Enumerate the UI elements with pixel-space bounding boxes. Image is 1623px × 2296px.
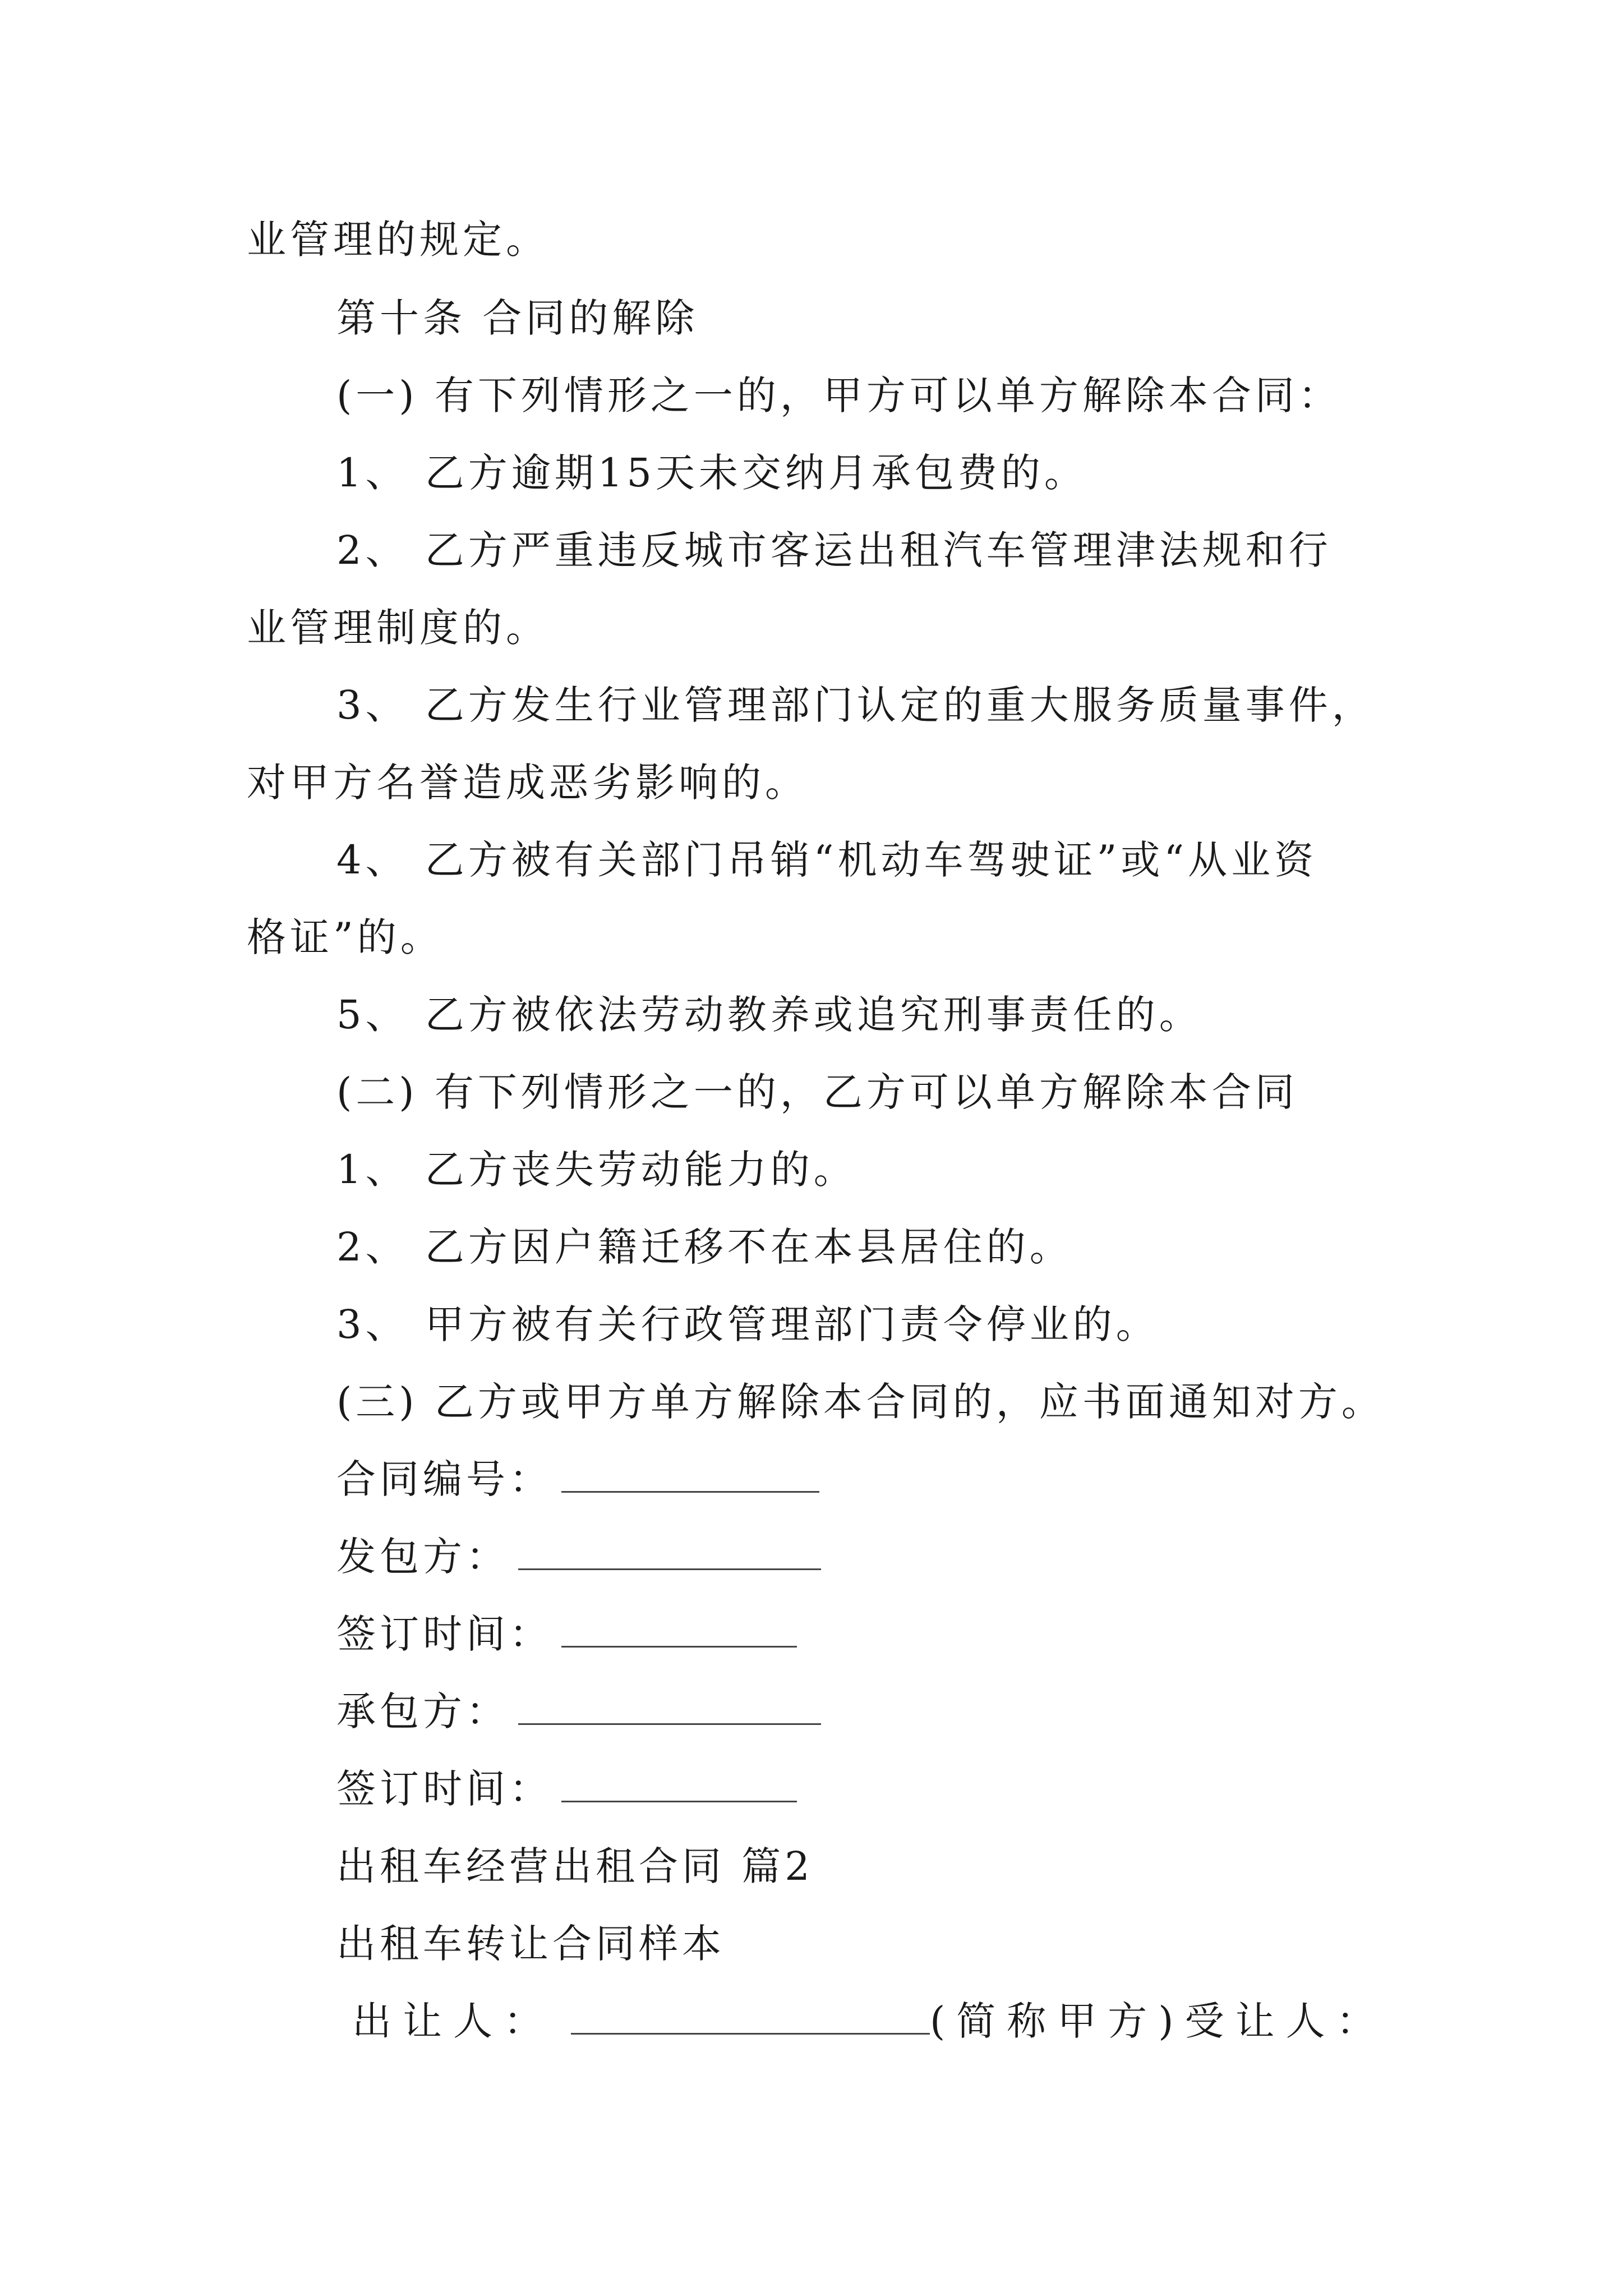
contractor-field — [336, 1534, 821, 1580]
paragraph-line: 业管理制度的。 — [247, 605, 549, 651]
article-heading: 第十条 合同的解除 — [336, 295, 699, 341]
field-label: 发包方： — [336, 1534, 509, 1580]
paragraph-line: 4、 乙方被有关部门吊销“机动车驾驶证”或“从业资 — [336, 837, 1318, 883]
paragraph-line: 5、 乙方被依法劳动教养或追究刑事责任的。 — [336, 992, 1202, 1038]
paragraph-line: 3、 甲方被有关行政管理部门责令停业的。 — [336, 1301, 1159, 1347]
paragraph-line: 格证”的。 — [247, 914, 444, 960]
field-label: 承包方： — [336, 1688, 509, 1734]
contractee-field — [336, 1688, 821, 1734]
field-label: 签订时间： — [336, 1611, 552, 1657]
field-label: 签订时间： — [336, 1766, 552, 1812]
paragraph-line: 3、 乙方发生行业管理部门认定的重大服务质量事件， — [336, 682, 1375, 728]
section-title: 出租车经营出租合同 篇2 — [336, 1843, 814, 1889]
paragraph-line: 业管理的规定。 — [247, 217, 549, 263]
paragraph-line: 对甲方名誉造成恶劣影响的。 — [247, 760, 808, 806]
section-subtitle: 出租车转让合同样本 — [336, 1921, 725, 1967]
blank-line — [561, 1614, 797, 1648]
paragraph-line: 2、 乙方因户籍迁移不在本县居住的。 — [336, 1224, 1073, 1270]
transfer-parties-line — [352, 1998, 1387, 2044]
blank-line — [571, 2001, 930, 2035]
signing-date-field — [336, 1611, 797, 1657]
paragraph-line: 1、 乙方丧失劳动能力的。 — [336, 1147, 857, 1193]
paragraph-line: (三) 乙方或甲方单方解除本合同的，应书面通知对方。 — [336, 1379, 1385, 1425]
paragraph-line: (二) 有下列情形之一的，乙方可以单方解除本合同 — [336, 1069, 1298, 1115]
paragraph-line: (一) 有下列情形之一的，甲方可以单方解除本合同： — [336, 372, 1341, 418]
transferee-label: (简称甲方)受让人： — [930, 1998, 1387, 2044]
signing-date-field — [336, 1766, 797, 1812]
blank-line — [561, 1769, 797, 1802]
field-label: 合同编号： — [336, 1456, 552, 1502]
contract-number-field — [336, 1456, 819, 1502]
transferor-label: 出让人： — [352, 1998, 554, 2044]
blank-line — [518, 1537, 821, 1570]
paragraph-line: 2、 乙方严重违反城市客运出租汽车管理津法规和行 — [336, 527, 1332, 573]
blank-line — [518, 1692, 821, 1725]
blank-line — [561, 1460, 819, 1493]
paragraph-line: 1、 乙方逾期15天未交纳月承包费的。 — [336, 450, 1087, 496]
